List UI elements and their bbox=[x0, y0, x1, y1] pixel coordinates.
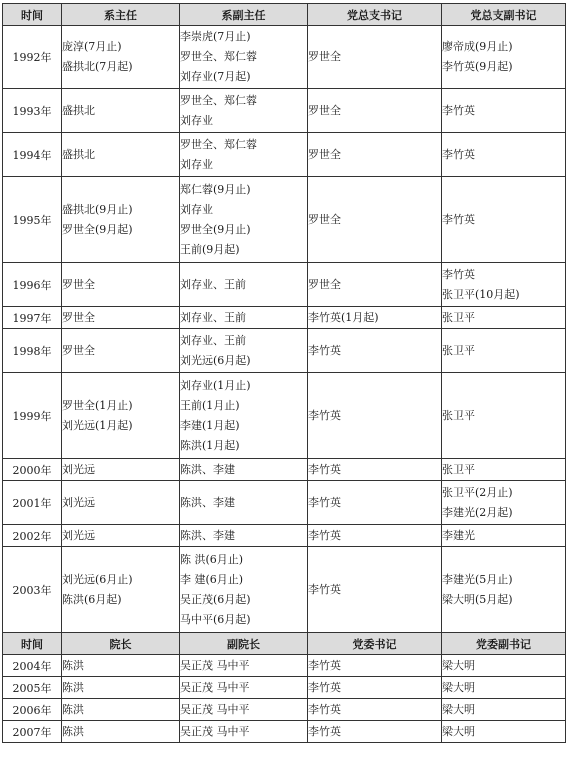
name-entry: 吴正茂 马中平 bbox=[180, 702, 250, 716]
director-cell bbox=[62, 26, 180, 89]
director-cell bbox=[62, 481, 180, 525]
column-header: 时间 bbox=[3, 4, 62, 26]
deputy-party-secretary-cell bbox=[442, 263, 566, 307]
deputy-party-secretary-cell bbox=[442, 459, 566, 481]
deputy-director-cell bbox=[180, 329, 308, 373]
name-entry: 李建(1月起) bbox=[180, 418, 240, 432]
table-row bbox=[3, 133, 566, 177]
name-entry: 罗世全 bbox=[308, 212, 341, 226]
table-row bbox=[3, 329, 566, 373]
name-entry: 吴正茂 马中平 bbox=[180, 658, 250, 672]
column-header: 时间 bbox=[3, 633, 62, 655]
deputy-party-secretary-cell bbox=[442, 307, 566, 329]
director-cell bbox=[62, 677, 180, 699]
name-entry: 李竹英 bbox=[442, 212, 475, 226]
column-header: 党委副书记 bbox=[442, 633, 566, 655]
name-entry: 庞淳(7月止) bbox=[62, 40, 122, 53]
director-cell bbox=[62, 329, 180, 373]
director-cell bbox=[62, 89, 180, 133]
table-row bbox=[3, 307, 566, 329]
name-entry: 刘存业(1月止) bbox=[180, 378, 251, 392]
deputy-director-cell bbox=[180, 26, 308, 89]
deputy-party-secretary-cell bbox=[442, 699, 566, 721]
name-entry: 罗世全、郑仁蓉 bbox=[180, 93, 257, 107]
deputy-party-secretary-cell bbox=[442, 26, 566, 89]
column-header: 院长 bbox=[62, 633, 180, 655]
name-entry: 马中平(6月起) bbox=[180, 612, 251, 626]
director-cell bbox=[62, 263, 180, 307]
year-cell: 1996年 bbox=[3, 263, 62, 307]
name-entry: 李竹英 bbox=[308, 343, 341, 357]
table-row bbox=[3, 481, 566, 525]
director-cell bbox=[62, 721, 180, 743]
director-cell bbox=[62, 133, 180, 177]
name-entry: 刘存业(7月起) bbox=[180, 70, 251, 83]
table-row bbox=[3, 373, 566, 459]
name-entry: 盛拱北 bbox=[62, 103, 95, 117]
name-entry: 梁大明 bbox=[442, 680, 475, 694]
name-entry: 廖帝成(9月止) bbox=[442, 40, 513, 53]
party-secretary-cell bbox=[308, 699, 442, 721]
year-cell: 1998年 bbox=[3, 329, 62, 373]
party-secretary-cell bbox=[308, 655, 442, 677]
deputy-director-cell bbox=[180, 525, 308, 547]
name-entry: 刘光远(1月起) bbox=[62, 418, 133, 432]
name-entry: 张卫平(2月止) bbox=[442, 485, 513, 499]
party-secretary-cell bbox=[308, 525, 442, 547]
deputy-director-cell bbox=[180, 547, 308, 633]
name-entry: 陈洪 bbox=[62, 680, 84, 694]
name-entry: 盛拱北(9月止) bbox=[62, 202, 133, 216]
name-entry: 罗世全 bbox=[308, 277, 341, 291]
director-cell bbox=[62, 547, 180, 633]
column-header: 党总支书记 bbox=[308, 4, 442, 26]
column-header: 系主任 bbox=[62, 4, 180, 26]
director-cell bbox=[62, 459, 180, 481]
name-entry: 罗世全(9月止) bbox=[180, 222, 251, 236]
deputy-director-cell bbox=[180, 307, 308, 329]
name-entry: 刘光远 bbox=[62, 462, 95, 476]
director-cell bbox=[62, 655, 180, 677]
name-entry: 梁大明 bbox=[442, 658, 475, 672]
name-entry: 张卫平 bbox=[442, 462, 475, 476]
deputy-director-cell bbox=[180, 459, 308, 481]
name-entry: 吴正茂(6月起) bbox=[180, 592, 251, 606]
year-cell: 2006年 bbox=[3, 699, 62, 721]
deputy-director-cell bbox=[180, 263, 308, 307]
party-secretary-cell bbox=[308, 547, 442, 633]
name-entry: 吴正茂 马中平 bbox=[180, 680, 250, 694]
party-secretary-cell bbox=[308, 177, 442, 263]
name-entry: 梁大明 bbox=[442, 724, 475, 738]
name-entry: 王前(9月起) bbox=[180, 242, 240, 256]
table-row bbox=[3, 177, 566, 263]
deputy-party-secretary-cell bbox=[442, 721, 566, 743]
name-entry: 李竹英 bbox=[308, 680, 341, 694]
name-entry: 刘存业 bbox=[180, 113, 213, 127]
deputy-director-cell bbox=[180, 177, 308, 263]
party-secretary-cell bbox=[308, 26, 442, 89]
director-cell bbox=[62, 699, 180, 721]
name-entry: 李竹英 bbox=[442, 147, 475, 161]
deputy-party-secretary-cell bbox=[442, 525, 566, 547]
year-cell: 2007年 bbox=[3, 721, 62, 743]
name-entry: 陈洪 bbox=[62, 724, 84, 738]
name-entry: 盛拱北 bbox=[62, 147, 95, 161]
deputy-director-cell bbox=[180, 89, 308, 133]
table-row bbox=[3, 459, 566, 481]
name-entry: 罗世全(1月止) bbox=[62, 398, 133, 412]
name-entry: 李竹英(1月起) bbox=[308, 310, 379, 324]
deputy-party-secretary-cell bbox=[442, 481, 566, 525]
name-entry: 刘存业、王前 bbox=[180, 310, 246, 324]
name-entry: 李竹英 bbox=[308, 724, 341, 738]
header-row bbox=[3, 633, 566, 655]
name-entry: 李建光(2月起) bbox=[442, 505, 513, 519]
party-secretary-cell bbox=[308, 481, 442, 525]
name-entry: 罗世全 bbox=[62, 310, 95, 324]
name-entry: 张卫平(10月起) bbox=[442, 287, 520, 301]
name-entry: 李竹英 bbox=[308, 658, 341, 672]
year-cell: 2002年 bbox=[3, 525, 62, 547]
name-entry: 王前(1月止) bbox=[180, 398, 240, 412]
name-entry: 罗世全 bbox=[62, 277, 95, 291]
name-entry: 陈 洪(6月止) bbox=[180, 552, 244, 566]
party-secretary-cell bbox=[308, 89, 442, 133]
name-entry: 刘存业、王前 bbox=[180, 333, 246, 347]
name-entry: 陈洪 bbox=[62, 702, 84, 716]
name-entry: 李建光(5月止) bbox=[442, 572, 513, 586]
director-cell bbox=[62, 373, 180, 459]
table-row bbox=[3, 263, 566, 307]
party-secretary-cell bbox=[308, 677, 442, 699]
party-secretary-cell bbox=[308, 459, 442, 481]
table-row bbox=[3, 699, 566, 721]
name-entry: 郑仁蓉(9月止) bbox=[180, 182, 251, 196]
party-secretary-cell bbox=[308, 133, 442, 177]
deputy-director-cell bbox=[180, 481, 308, 525]
column-header: 系副主任 bbox=[180, 4, 308, 26]
name-entry: 盛拱北(7月起) bbox=[62, 60, 133, 73]
name-entry: 罗世全、郑仁蓉 bbox=[180, 50, 257, 63]
director-cell bbox=[62, 525, 180, 547]
name-entry: 张卫平 bbox=[442, 408, 475, 422]
deputy-party-secretary-cell bbox=[442, 177, 566, 263]
year-cell: 2001年 bbox=[3, 481, 62, 525]
name-entry: 刘光远(6月止) bbox=[62, 572, 133, 586]
table-row bbox=[3, 547, 566, 633]
name-entry: 李竹英 bbox=[308, 408, 341, 422]
name-entry: 刘存业 bbox=[180, 202, 213, 216]
name-entry: 罗世全 bbox=[62, 343, 95, 357]
name-entry: 陈洪、李建 bbox=[180, 495, 235, 509]
name-entry: 吴正茂 马中平 bbox=[180, 724, 250, 738]
party-secretary-cell bbox=[308, 373, 442, 459]
name-entry: 刘存业、王前 bbox=[180, 277, 246, 291]
table-row bbox=[3, 89, 566, 133]
year-cell: 1993年 bbox=[3, 89, 62, 133]
party-secretary-cell bbox=[308, 263, 442, 307]
deputy-party-secretary-cell bbox=[442, 329, 566, 373]
table-row bbox=[3, 721, 566, 743]
deputy-party-secretary-cell bbox=[442, 89, 566, 133]
deputy-director-cell bbox=[180, 133, 308, 177]
deputy-director-cell bbox=[180, 677, 308, 699]
name-entry: 刘光远(6月起) bbox=[180, 353, 251, 367]
year-cell: 1999年 bbox=[3, 373, 62, 459]
name-entry: 李竹英 bbox=[308, 528, 341, 542]
director-cell bbox=[62, 177, 180, 263]
name-entry: 陈洪(1月起) bbox=[180, 438, 240, 452]
table-row bbox=[3, 677, 566, 699]
name-entry: 李 建(6月止) bbox=[180, 572, 244, 586]
party-secretary-cell bbox=[308, 721, 442, 743]
name-entry: 刘光远 bbox=[62, 495, 95, 509]
table-row bbox=[3, 655, 566, 677]
deputy-party-secretary-cell bbox=[442, 373, 566, 459]
name-entry: 罗世全 bbox=[308, 103, 341, 117]
table-row bbox=[3, 525, 566, 547]
name-entry: 梁大明(5月起) bbox=[442, 592, 513, 606]
name-entry: 李竹英 bbox=[442, 103, 475, 117]
deputy-director-cell bbox=[180, 721, 308, 743]
name-entry: 陈洪、李建 bbox=[180, 462, 235, 476]
name-entry: 张卫平 bbox=[442, 310, 475, 324]
name-entry: 李竹英 bbox=[442, 267, 475, 281]
deputy-director-cell bbox=[180, 373, 308, 459]
name-entry: 张卫平 bbox=[442, 343, 475, 357]
director-cell bbox=[62, 307, 180, 329]
deputy-party-secretary-cell bbox=[442, 133, 566, 177]
column-header: 党总支副书记 bbox=[442, 4, 566, 26]
table-row bbox=[3, 26, 566, 89]
year-cell: 1995年 bbox=[3, 177, 62, 263]
name-entry: 陈洪 bbox=[62, 658, 84, 672]
name-entry: 罗世全、郑仁蓉 bbox=[180, 137, 257, 151]
name-entry: 刘光远 bbox=[62, 528, 95, 542]
name-entry: 李竹英 bbox=[308, 495, 341, 509]
name-entry: 李竹英 bbox=[308, 462, 341, 476]
name-entry: 罗世全 bbox=[308, 147, 341, 161]
name-entry: 李建光 bbox=[442, 528, 475, 542]
name-entry: 罗世全 bbox=[308, 50, 341, 63]
name-entry: 李竹英 bbox=[308, 582, 341, 596]
party-secretary-cell bbox=[308, 329, 442, 373]
year-cell: 2000年 bbox=[3, 459, 62, 481]
deputy-party-secretary-cell bbox=[442, 547, 566, 633]
column-header: 副院长 bbox=[180, 633, 308, 655]
name-entry: 李竹英(9月起) bbox=[442, 60, 513, 73]
party-secretary-cell bbox=[308, 307, 442, 329]
year-cell: 2003年 bbox=[3, 547, 62, 633]
name-entry: 罗世全(9月起) bbox=[62, 222, 133, 236]
year-cell: 1997年 bbox=[3, 307, 62, 329]
year-cell: 2005年 bbox=[3, 677, 62, 699]
table-body bbox=[3, 4, 566, 743]
deputy-party-secretary-cell bbox=[442, 677, 566, 699]
name-entry: 陈洪、李建 bbox=[180, 528, 235, 542]
header-row bbox=[3, 4, 566, 26]
deputy-director-cell bbox=[180, 699, 308, 721]
name-entry: 刘存业 bbox=[180, 157, 213, 171]
name-entry: 陈洪(6月起) bbox=[62, 592, 122, 606]
deputy-director-cell bbox=[180, 655, 308, 677]
column-header: 党委书记 bbox=[308, 633, 442, 655]
year-cell: 2004年 bbox=[3, 655, 62, 677]
name-entry: 梁大明 bbox=[442, 702, 475, 716]
deputy-party-secretary-cell bbox=[442, 655, 566, 677]
leadership-table bbox=[2, 3, 566, 743]
year-cell: 1994年 bbox=[3, 133, 62, 177]
name-entry: 李崇虎(7月止) bbox=[180, 30, 251, 43]
name-entry: 李竹英 bbox=[308, 702, 341, 716]
year-cell: 1992年 bbox=[3, 26, 62, 89]
